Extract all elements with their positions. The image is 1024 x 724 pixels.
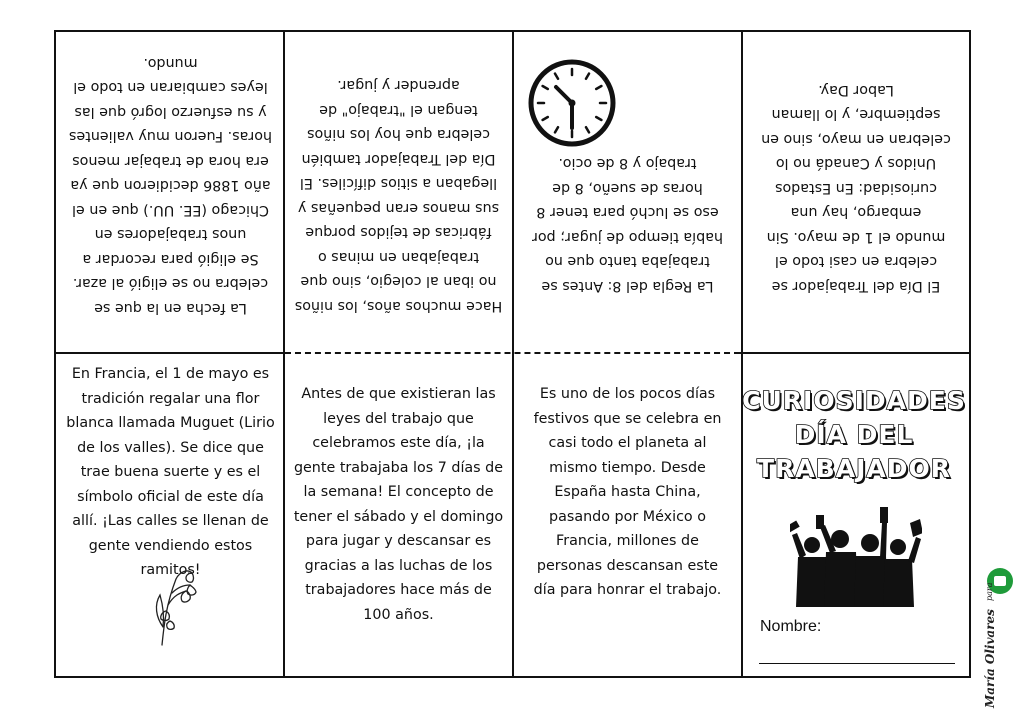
card-text: Hace muchos años, los niños no iban al colegio, sino que trabajaban en minas o fábricas de tejidos porque sus manos eran pequeñas y llegaban a sitios difíciles. El Día del Trabajador también celebra que hoy los niños tengan el "trabajo" de aprender y jugar.: [294, 77, 503, 314]
card-global-holiday: [514, 382, 741, 612]
card-chicago-origin: [58, 32, 283, 350]
name-write-line[interactable]: [759, 663, 955, 664]
name-label: Nombre:: [760, 618, 822, 635]
title-line: DÍA DEL: [794, 420, 914, 449]
title-line: TRABAJADOR: [757, 454, 951, 483]
card-text: Antes de que existieran las leyes del trabajo que celebramos este día, ¡la gente trabajaba los 7 días de la semana! El concepto de tener el sábado y el domingo para jugar y descansar es gracias a las luchas de los trabajadores hace más de 100 años.: [293, 386, 504, 623]
card-france-muguet: [58, 358, 283, 578]
fold-line: [56, 352, 285, 354]
fold-line: [740, 352, 969, 354]
clock-icon: [527, 58, 617, 148]
card-seven-days: [285, 382, 512, 632]
workers-silhouette-icon: [790, 505, 922, 607]
brand-name-text: María Olivares: [983, 609, 997, 708]
fold-line-dashed: [285, 352, 740, 354]
cover-title: [741, 384, 967, 486]
brand-logo-icon: [983, 568, 1019, 708]
card-text: Es uno de los pocos días festivos que se celebra en casi todo el planeta al mismo tiempo. Desde España hasta China, pasando por México o Francia, millones de personas descansan este día para honrar el trabajo.: [533, 386, 722, 598]
card-children-work: [285, 32, 512, 350]
card-text: La fecha en la que se celebra no se eligió al azar. Se eligió para recordar a unos trabajadores en Chicago (EE. UU.) que en el año 1886 decidieron que ya era hora de trabajar menos horas. Fueron muy valientes y su esfuerzo logró que las leyes cambiaran en todo el mundo.: [68, 55, 273, 316]
card-text: En Francia, el 1 de mayo es tradición regalar una flor blanca llamada Muguet (Lirio de los valles). Se dice que trae buena suerte y es el símbolo oficial de este día allí. ¡Las calles se llenan de gente vendiendo estos ramitos!: [66, 366, 275, 578]
title-line: CURIOSIDADES: [742, 386, 966, 415]
card-text: El Día del Trabajador se celebra en casi todo el mundo el 1 de mayo. Sin embargo, hay una curiosidad: En Estados Unidos y Canadá no lo celebran en mayo, sino en septiembre, y lo llaman Labor Day.: [761, 82, 951, 294]
lily-of-the-valley-icon: [150, 565, 200, 647]
card-text: La Regla del 8: Antes se trabajaba tanto que no había tiempo de jugar; por eso se luchó para tener 8 horas de sueño, 8 de trabajo y 8 de ocio.: [531, 155, 724, 294]
card-labor-day: [743, 32, 969, 350]
brand-tag: para: [985, 582, 994, 602]
brand-name: [983, 582, 1019, 708]
